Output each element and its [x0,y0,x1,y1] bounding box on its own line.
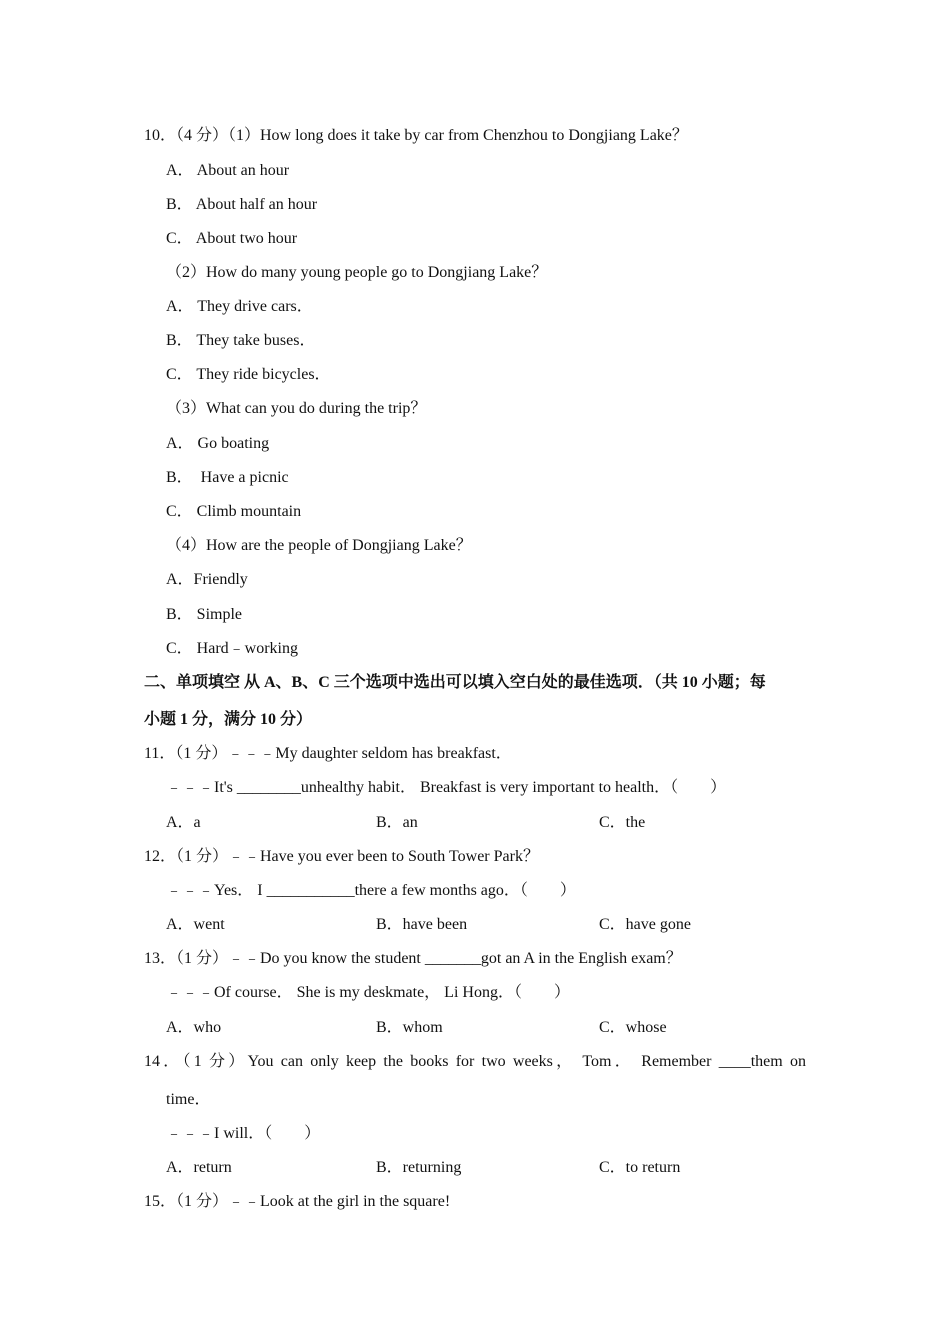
q10-1-option-a: A． About an hour [166,162,290,179]
question-12-reply: ﹣﹣﹣Yes． I ___________there a few months ago．（ ） [166,882,576,899]
q10-4-option-b: B． Simple [166,606,243,623]
q14-option-a: A．return [166,1159,232,1176]
q10-4-option-a: A．Friendly [166,571,248,588]
q13-option-c: C．whose [599,1019,667,1036]
question-11-reply: ﹣﹣﹣It's ________unhealthy habit． Breakfast is very important to health．（ ） [166,779,727,796]
question-13-reply: ﹣﹣﹣Of course． She is my deskmate， Li Hong．（ ） [166,984,570,1001]
question-10-stem: 10．（4 分）（1）How long does it take by car from Chenzhou to Dongjiang Lake？ [144,127,688,144]
question-13-stem: 13．（1 分）﹣﹣Do you know the student _______got an A in the English exam？ [144,950,682,967]
q12-option-c: C．have gone [599,916,691,933]
question-14-options [0,1156,950,1180]
question-14-stem-continued: time． [166,1091,211,1108]
question-14-reply: ﹣﹣﹣I will．（ ） [166,1125,321,1142]
question-15-stem: 15．（1 分）﹣﹣Look at the girl in the square! [144,1193,451,1210]
q10-3-option-c: C． Climb mountain [166,503,302,520]
q13-option-a: A．who [166,1019,222,1036]
q10-1-option-c: C． About two hour [166,230,298,247]
q11-option-a: A．a [166,814,201,831]
q14-option-b: B．returning [376,1159,462,1176]
q11-option-b: B．an [376,814,418,831]
q14-option-c: C．to return [599,1159,681,1176]
q10-1-option-b: B． About half an hour [166,196,318,213]
q10-3-option-a: A． Go boating [166,435,270,452]
q10-2-option-c: C． They ride bicycles． [166,366,331,383]
q12-option-b: B．have been [376,916,468,933]
question-12-options [0,913,950,937]
question-12-stem: 12．（1 分）﹣﹣Have you ever been to South Tower Park？ [144,848,539,865]
q10-3-option-b: B． Have a picnic [166,469,289,486]
q10-sub-question-2: （2）How do many young people go to Dongjiang Lake？ [166,264,548,281]
q10-sub-question-3: （3）What can you do during the trip？ [166,400,427,417]
q11-option-c: C．the [599,814,646,831]
question-11-options [0,811,950,835]
q10-4-option-c: C． Hard﹣working [166,640,298,657]
q10-2-option-a: A． They drive cars． [166,298,313,315]
question-13-options [0,1016,950,1040]
q10-2-option-b: B． They take buses． [166,332,316,349]
q13-option-b: B．whom [376,1019,443,1036]
question-14-stem: 14．（1 分）You can only keep the books for two weeks， Tom． Remember ____them on [144,1053,806,1070]
section-heading-line-2: 小题 1 分，满分 10 分） [144,711,313,728]
q12-option-a: A．went [166,916,225,933]
q10-sub-question-4: （4）How are the people of Dongjiang Lake？ [166,537,472,554]
question-11-stem: 11．（1 分）﹣﹣﹣My daughter seldom has breakfast． [144,745,512,762]
section-heading-line-1: 二、单项填空 从 A、B、C 三个选项中选出可以填入空白处的最佳选项．（共 10 小题；每 [144,674,766,691]
